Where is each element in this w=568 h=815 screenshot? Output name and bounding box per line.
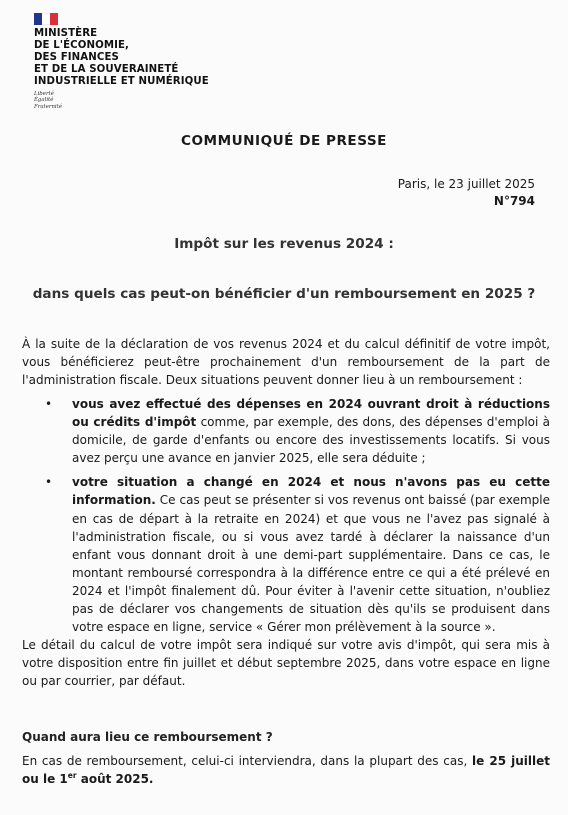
list-item bbox=[22, 395, 550, 467]
date-block bbox=[398, 176, 535, 210]
french-flag-icon bbox=[34, 13, 58, 25]
date-line: Paris, le 23 juillet 2025 bbox=[397, 177, 535, 191]
bullet-bold-text: vous avez effectué des dépenses en 2024 ouvrant droit à réductions ou crédits d'impôt bbox=[72, 397, 550, 430]
bullet-text: comme, par exemple, des dons, des dépenses d'emploi à domicile, de garde d'enfants ou encore des investissements locatifs. Si vous avez perçu une avance en janvier 2025, elle sera déduite ; bbox=[72, 415, 550, 466]
situation-list bbox=[22, 395, 550, 642]
ministry-logo bbox=[34, 13, 209, 110]
bullet-icon: • bbox=[45, 397, 53, 411]
press-release-heading: COMMUNIQUÉ DE PRESSE bbox=[181, 133, 387, 149]
title-line-1: Impôt sur les revenus 2024 : bbox=[174, 236, 394, 252]
section-question: Quand aura lieu ce remboursement ? bbox=[22, 730, 273, 744]
release-number: N°794 bbox=[493, 194, 535, 208]
ministry-name: MINISTÈRE DE L'ÉCONOMIE, DES FINANCES ET DE LA SOUVERAINETÉ INDUSTRIELLE ET NUMÉRIQUE bbox=[34, 28, 209, 87]
refund-date: le 25 juillet ou le 1er août 2025. bbox=[22, 754, 550, 787]
bullet-icon: • bbox=[45, 475, 53, 490]
title-line-2: dans quels cas peut-on bénéficier d'un remboursement en 2025 ? bbox=[32, 286, 536, 302]
bullet-text: Ce cas peut se présenter si vos revenus ont baissé (par exemple en cas de départ à la retraite en 2024) et que vous ne l'avez pas signalé à l'administration fiscale, ou si vous avez tardé à déclarer la naissance d'un enfant vous donnant droit à une demi-part supplémentaire. Dans ce cas, le montant remboursé correspondra à la différence entre ce qui a été prélevé en 2024 et l'impôt finalement dû. Pour éviter à l'avenir cette situation, n'oubliez pas de déclarer vos changements de situation dès qu'ils se produisent dans votre espace en ligne, service « Gérer mon prélèvement à la source ». bbox=[72, 493, 550, 635]
final-paragraph bbox=[22, 752, 550, 788]
bullet-bold-text: votre situation a changé en 2024 et nous n'avons pas eu cette information. bbox=[72, 475, 550, 508]
closing-paragraph: Le détail du calcul de votre impôt sera indiqué sur votre avis d'impôt, qui sera mis à votre disposition entre fin juillet et début septembre 2025, dans votre espace en ligne ou par courrier, par défaut. bbox=[22, 638, 550, 689]
list-item bbox=[22, 473, 550, 636]
intro-paragraph: À la suite de la déclaration de vos revenus 2024 et du calcul définitif de votre impôt, vous bénéficierez peut-être prochainement d'un remboursement de la part de l'administration fiscale. Deux situations peuvent donner lieu à un remboursement : bbox=[22, 337, 550, 388]
final-text: En cas de remboursement, celui-ci interviendra, dans la plupart des cas, bbox=[22, 754, 472, 768]
republic-motto: Liberté Égalité Fraternité bbox=[34, 91, 63, 110]
